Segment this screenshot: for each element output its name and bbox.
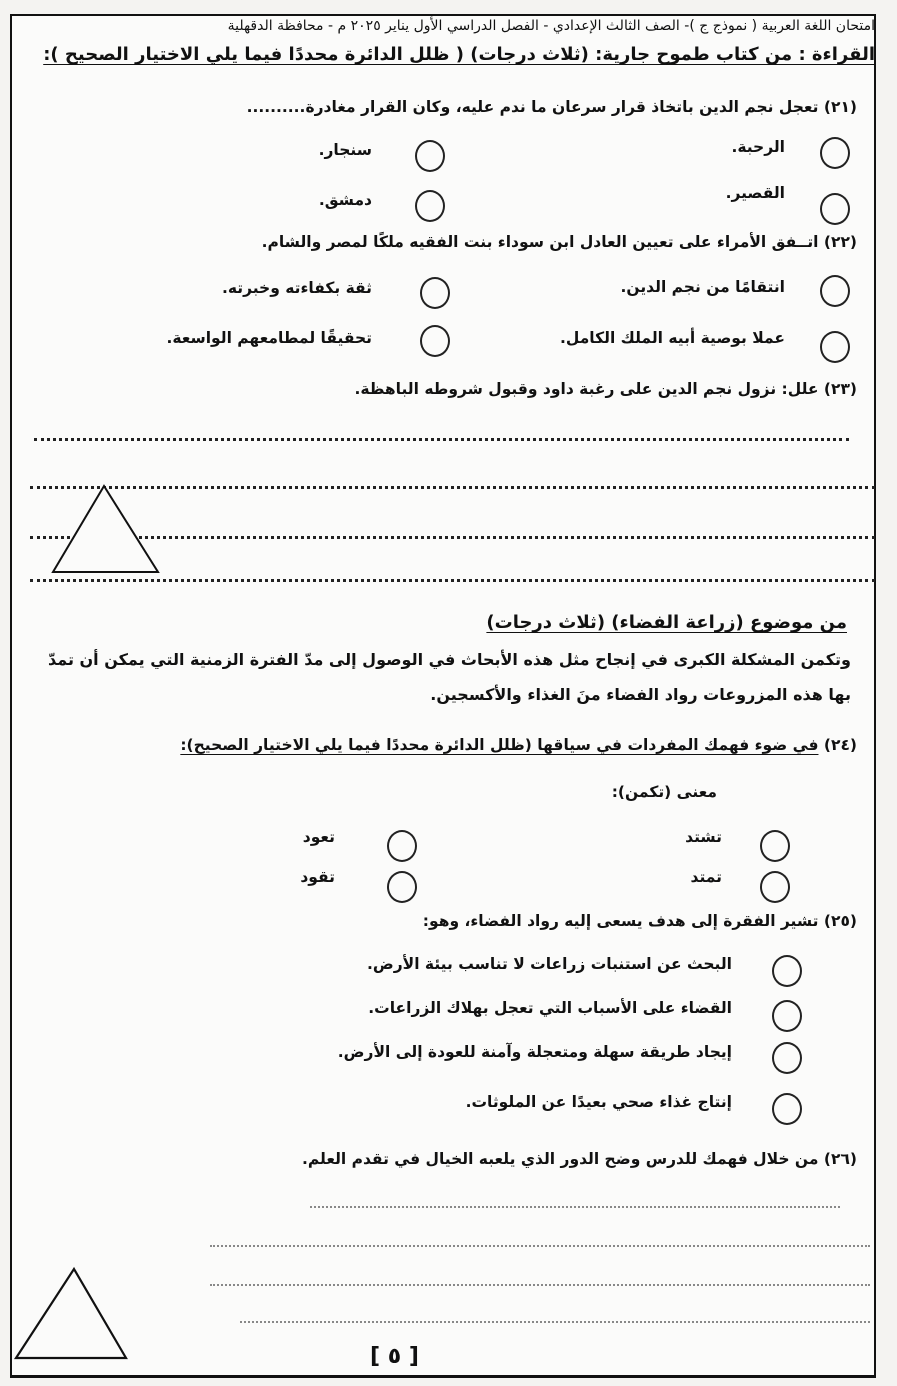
- q22-option-3: عملا بوصية أبيه الملك الكامل.: [559, 329, 785, 347]
- q24-option-1: تشتد: [685, 828, 722, 846]
- space-farming-section-title: من موضوع (زراعة الفضاء) (ثلاث درجات): [486, 612, 847, 633]
- q25-option-2: القضاء على الأسباب التي تعجل بهلاك الزراعات.: [368, 999, 732, 1017]
- q22-option-1: انتقامًا من نجم الدين.: [620, 278, 785, 296]
- page-number: [ ٥ ]: [370, 1344, 419, 1369]
- score-triangle: [50, 482, 162, 576]
- radio-circle[interactable]: [772, 1093, 802, 1125]
- question-25-number: (٢٥): [823, 912, 857, 930]
- radio-circle[interactable]: [415, 190, 445, 222]
- question-22: [262, 233, 857, 251]
- question-22-number: (٢٢): [823, 233, 857, 251]
- answer-line[interactable]: [30, 579, 875, 582]
- reading-section-title: القراءة : من كتاب طموح جارية: (ثلاث درجات) ( ظلل الدائرة محددًا فيما يلي الاختيار الصحيح ):: [43, 44, 875, 65]
- q24-option-3: تمتد: [690, 868, 722, 886]
- question-22-text: اتــفق الأمراء على تعيين العادل ابن سوداء بنت الفقيه ملكًا لمصر والشام.: [261, 233, 819, 251]
- q21-option-4: دمشق.: [318, 191, 372, 209]
- q24-option-2: تعود: [302, 828, 335, 846]
- q25-option-4: إنتاج غذاء صحي بعيدًا عن الملوثات.: [465, 1093, 732, 1111]
- radio-circle[interactable]: [772, 1042, 802, 1074]
- question-21-number: (٢١): [823, 98, 857, 116]
- question-26-number: (٢٦): [823, 1150, 857, 1168]
- question-24-sub: معنى (تكمن):: [611, 783, 717, 801]
- exam-header: امتحان اللغة العربية ( نموذج ج )- الصف الثالث الإعدادي - الفصل الدراسي الأول يناير ٢٠٢٥ م - محافظة الدقهلية: [227, 18, 875, 34]
- q22-option-4: تحقيقًا لمطامعهم الواسعة.: [166, 329, 372, 347]
- radio-circle[interactable]: [420, 325, 450, 357]
- question-23: [355, 380, 857, 398]
- question-24-number: (٢٤): [823, 736, 857, 754]
- radio-circle[interactable]: [760, 830, 790, 862]
- radio-circle[interactable]: [387, 871, 417, 903]
- question-25: [423, 912, 857, 930]
- score-triangle: [8, 1265, 130, 1365]
- question-26: [302, 1150, 857, 1168]
- question-24-text: في ضوء فهمك المفردات في سياقها (ظلل الدائرة محددًا فيما يلي الاختيار الصحيح):: [180, 736, 819, 754]
- question-25-text: تشير الفقرة إلى هدف يسعى إليه رواد الفضاء، وهو:: [422, 912, 819, 930]
- radio-circle[interactable]: [420, 277, 450, 309]
- radio-circle[interactable]: [760, 871, 790, 903]
- question-23-text: علل: نزول نجم الدين على رغبة داود وقبول شروطه الباهظة.: [354, 380, 819, 398]
- q25-option-1: البحث عن استنبات زراعات لا تناسب بيئة الأرض.: [367, 955, 732, 973]
- q21-option-1: الرحبة.: [731, 138, 785, 156]
- radio-circle[interactable]: [820, 331, 850, 363]
- radio-circle[interactable]: [772, 1000, 802, 1032]
- q21-option-2: سنجار.: [318, 141, 372, 159]
- passage-line-2: بها هذه المزروعات رواد الفضاء منَ الغذاء والأكسجين.: [430, 685, 851, 704]
- q22-option-2: ثقة بكفاءته وخبرته.: [221, 279, 372, 297]
- question-21-text: تعجل نجم الدين باتخاذ قرار سرعان ما ندم عليه، وكان القرار مغادرة..........: [246, 98, 819, 116]
- radio-circle[interactable]: [387, 830, 417, 862]
- radio-circle[interactable]: [415, 140, 445, 172]
- answer-line[interactable]: [310, 1206, 840, 1208]
- answer-line[interactable]: [34, 438, 849, 441]
- answer-line[interactable]: [210, 1284, 870, 1286]
- question-24: [180, 736, 857, 754]
- question-23-number: (٢٣): [823, 380, 857, 398]
- q24-option-4: تقود: [300, 868, 335, 886]
- answer-line[interactable]: [240, 1321, 870, 1323]
- radio-circle[interactable]: [820, 193, 850, 225]
- answer-line[interactable]: [210, 1245, 870, 1247]
- q21-option-3: القصير.: [725, 184, 785, 202]
- passage-line-1: وتكمن المشكلة الكبرى في إنجاح مثل هذه الأبحاث في الوصول إلى مدّ الفترة الزمنية التي يمكن أن تمدّ: [47, 650, 851, 669]
- question-21: [247, 98, 857, 116]
- radio-circle[interactable]: [820, 275, 850, 307]
- question-26-text: من خلال فهمك للدرس وضح الدور الذي يلعبه الخيال في تقدم العلم.: [301, 1150, 819, 1168]
- radio-circle[interactable]: [820, 137, 850, 169]
- q25-option-3: إيجاد طريقة سهلة ومتعجلة وآمنة للعودة إلى الأرض.: [337, 1043, 732, 1061]
- radio-circle[interactable]: [772, 955, 802, 987]
